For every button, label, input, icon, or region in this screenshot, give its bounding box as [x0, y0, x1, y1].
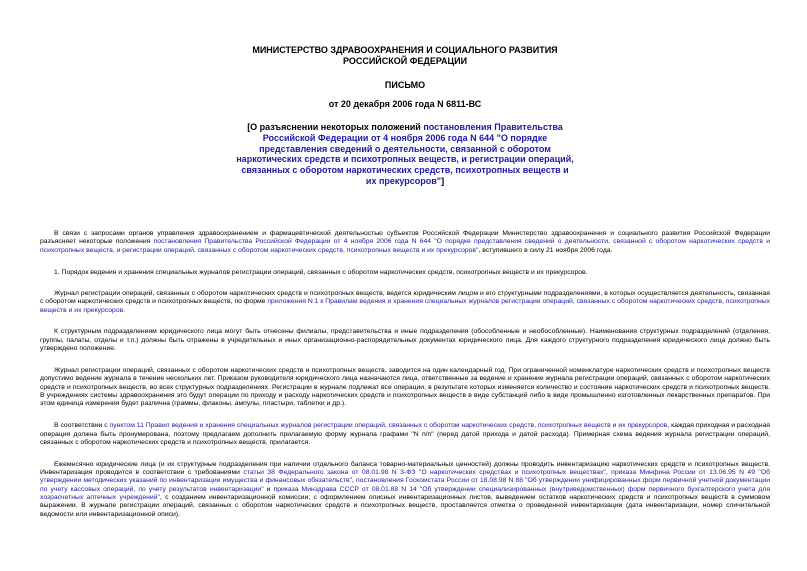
federal-law-link[interactable]: статьи 38 Федерального закона от 08.01.98 N 3-ФЗ "О наркотических средствах и психотропных веществах" — [243, 469, 606, 477]
subject-link[interactable]: постановления Правительства Российской Федерации от 4 ноября 2006 года N 644 "О порядке представления сведений о деятельности, связанной с оборотом наркотических средств и психотропных веществ, и регистрации операций, связанных с оборотом наркотических средств, психотропных веществ и их прекурсоров" — [236, 122, 574, 186]
document-date: от 20 декабря 2006 года N 6811-ВС — [328, 99, 482, 109]
paragraph-journal-form — [40, 290, 770, 315]
paragraph-text: В соответствии с — [54, 422, 110, 430]
paragraph-journal-year: Журнал регистрации операций, связанных с оборотом наркотических средств и психотропных веществ, заводится на один календарный год. При ограниченной номенклатуре наркотических средств и психотропных веществ допустимо ведение журнала в течение нескольких лет. Приказом руководителя юридического лица назначаются лица, ответственные за ведение и хранение журнала регистрации операций, связанных с оборотом наркотических средств и психотропных веществ, во всех структурных подразделениях. Регистрации в журнале подлежат все операции, в результате которых изменяется количество и состояние наркотических средств и психотропных веществ. В учреждениях системы здравоохранения это будут операции по приходу и расходу наркотических средств и психотропных веществ в виде субстанций либо в виде промышленно изготовленных лекарственных препаратов. При этом единица измерения будет различна (граммы, флаконы, ампулы, пластыри, таблетки и др.). — [40, 366, 770, 408]
paragraph-text: , вступившего в силу 21 ноября 2006 года. — [478, 246, 613, 254]
ministry-line-2: РОССИЙСКОЙ ФЕДЕРАЦИИ — [342, 55, 468, 66]
paragraph-text: . — [123, 306, 126, 314]
document-body — [40, 230, 770, 533]
paragraph-structural-units: К структурным подразделениям юридического лица могут быть отнесены филиалы, представительства и иные подразделения (обособленные и необособленные). Наименования структурных подразделений (отделения, группы, палаты, отделы и т.п.) должны быть отражены в учредительных и иных организационно-распорядительных документах юридического лица. Для каждого структурного подразделения юридического лица должно быть утверждено положение. — [40, 328, 770, 353]
rules-point-11-link[interactable]: пунктом 11 Правил ведения и хранения специальных журналов регистрации операций, связанных с оборотом наркотических средств, психотропных веществ и их прекурсоров — [109, 422, 668, 430]
appendix-1-link[interactable]: приложения N 1 к Правилам ведения и хранения специальных журналов регистрации операций, связанных с оборотом наркотических средств, психотропных веществ и их прекурсоров — [40, 298, 770, 314]
paragraph-text: В связи с запросами органов управления здравоохранением и фармацевтической деятельностью субъектов Российской Федерации Министерство здравоохранения и социального развития Российской Федерации разъясняет некоторые положения — [40, 230, 770, 246]
document-page — [40, 0, 770, 571]
subject-suffix: ] — [441, 175, 445, 186]
document-type: ПИСЬМО — [384, 80, 426, 90]
paragraph-text: , каждая приходная и расходная операция должна быть пронумерована, поэтому предлагаем дополнить прилагаемую форму журнала графами "N п/п" (перед датой прихода и датой расхода). Примерная схема ведения журнала регистрации операций, связанных с оборотом наркотических средств и психотропных веществ, прилагается. — [40, 422, 770, 446]
paragraph-section-1: 1. Порядок ведения и хранения специальных журналов регистрации операций, связанных с оборотом наркотических средств, психотропных веществ и их прекурсоров. — [54, 268, 588, 276]
ministry-line-1: МИНИСТЕРСТВО ЗДРАВООХРАНЕНИЯ И СОЦИАЛЬНОГО РАЗВИТИЯ — [252, 45, 558, 55]
ministry-heading — [40, 45, 770, 66]
paragraph-text: , — [605, 469, 612, 477]
minfin-order-link[interactable]: приказа Минфина России от 13.06.95 N 49 "Об утверждении методических указаний по инвентаризации имущества и финансовых обязательств" — [40, 469, 770, 485]
paragraph-text: Ежемесячно юридические лица (и их структурные подразделения при наличии отдельного баланса товарно-материальных ценностей) должны проводить инвентаризацию наркотических средств и психотропных веществ. Инвентаризация проводится в соответствии с требованиями — [40, 460, 770, 477]
paragraph-text: , с созданием инвентаризационной комиссии, с оформлением описных инвентаризационных листов, выведением остатков наркотических средств и психотропных веществ в суммовом выражении. В журнале регистрации операций, связанных с оборотом наркотических средств и психотропных веществ, проставляется отметка о проведенной инвентаризации (дата инвентаризации, номер сличительной ведомости или инвентаризационной описи). — [40, 494, 770, 518]
document-subject — [235, 122, 575, 187]
paragraph-text: и — [263, 485, 274, 493]
paragraph-text: Журнал регистрации операций, связанных с оборотом наркотических средств и психотропных веществ, ведется юридическим лицом и его структурными подразделениями, в которых осуществляется деятельность, связанная с оборотом наркотических средств и психотропных веществ, по форме — [40, 289, 770, 306]
minzdrav-order-link[interactable]: приказа Минздрава СССР от 08.01.88 N 14 "Об утверждении специализированных (внутриведомственных) форм первичного бухгалтерского учета для хозрасчетных аптечных учреждений" — [40, 485, 771, 502]
subject-prefix: [О разъяснении некоторых положений — [247, 122, 424, 132]
goskomstat-resolution-link[interactable]: постановления Госкомстата России от 18.08.98 N 88 "Об утверждении унифицированных форм первичной учетной документации по учету кассовых операций, по учету результатов инвентаризации" — [40, 477, 770, 493]
resolution-link[interactable]: постановления Правительства Российской Федерации от 4 ноября 2006 года N 644 "О порядке представления сведений о деятельности, связанной с оборотом наркотических средств и психотропных веществ, и регистрации операций, связанных с оборотом наркотических средств, психотропных веществ и их прекурсоров" — [40, 238, 770, 254]
paragraph-inventory — [40, 461, 770, 519]
paragraph-intro — [40, 230, 770, 255]
paragraph-text: , — [352, 477, 356, 485]
paragraph-numbering — [40, 422, 770, 447]
